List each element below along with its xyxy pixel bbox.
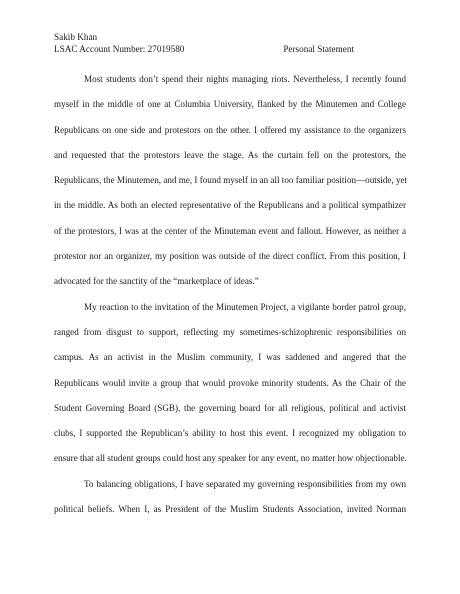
text-line: clubs, I supported the Republican’s ability to host this event. I recognized my obligation to [54, 428, 406, 439]
lsac-account-number: LSAC Account Number: 27019580 [54, 44, 185, 54]
text-line: Most students don’t spend their nights managing riots. Nevertheless, I recently found [84, 74, 406, 84]
text-line: political beliefs. When I, as President of the Muslim Students Association, invited Norman [54, 504, 406, 515]
text-line: protestor nor an organizer, my position was outside of the direct conflict. From this position, I [54, 251, 406, 262]
text-line: ranged from disgust to support, reflecting my sometimes-schizophrenic responsibilities on [54, 326, 406, 337]
text-line: Republicans, the Minutemen, and me, I found myself in an all too familiar position—outside, yet [54, 175, 408, 186]
text-line: in the middle. As both an elected representative of the Republicans and a political sympathizer [54, 200, 406, 211]
text-line: Republicans on one side and protestors on the other. I offered my assistance to the organizers [54, 124, 406, 135]
text-line: campus. As an activist in the Muslim community, I was saddened and angered that the [54, 352, 406, 363]
text-line: Student Governing Board (SGB), the governing board for all religious, political and activist [54, 402, 406, 413]
text-line: To balancing obligations, I have separated my governing responsibilities from my own [84, 478, 406, 489]
statement-body [54, 67, 406, 522]
paragraph-3 [54, 472, 406, 523]
text-line: Republicans would invite a group that would provoke minority students. As the Chair of the [54, 377, 406, 388]
header-row [54, 43, 406, 55]
text-line: and requested that the protestors leave the stage. As the curtain fell on the protestors, the [54, 149, 406, 160]
document-header [54, 31, 406, 55]
paragraph-1 [54, 67, 406, 295]
paragraph-2 [54, 295, 406, 472]
text-line: advocated for the sanctity of the “marketplace of ideas.” [54, 276, 259, 287]
text-line: myself in the middle of one at Columbia University, flanked by the Minutemen and College [54, 99, 406, 110]
document-title: Personal Statement [283, 44, 354, 54]
text-line: ensure that all student groups could host any speaker for any event, no matter how objectionable. [54, 453, 407, 464]
text-line: of the protestors, I was at the center of the Minuteman event and fallout. However, as neither a [54, 225, 406, 236]
author-name: Sakib Khan [54, 32, 98, 42]
text-line: My reaction to the invitation of the Minutemen Project, a vigilante border patrol group, [84, 301, 406, 312]
